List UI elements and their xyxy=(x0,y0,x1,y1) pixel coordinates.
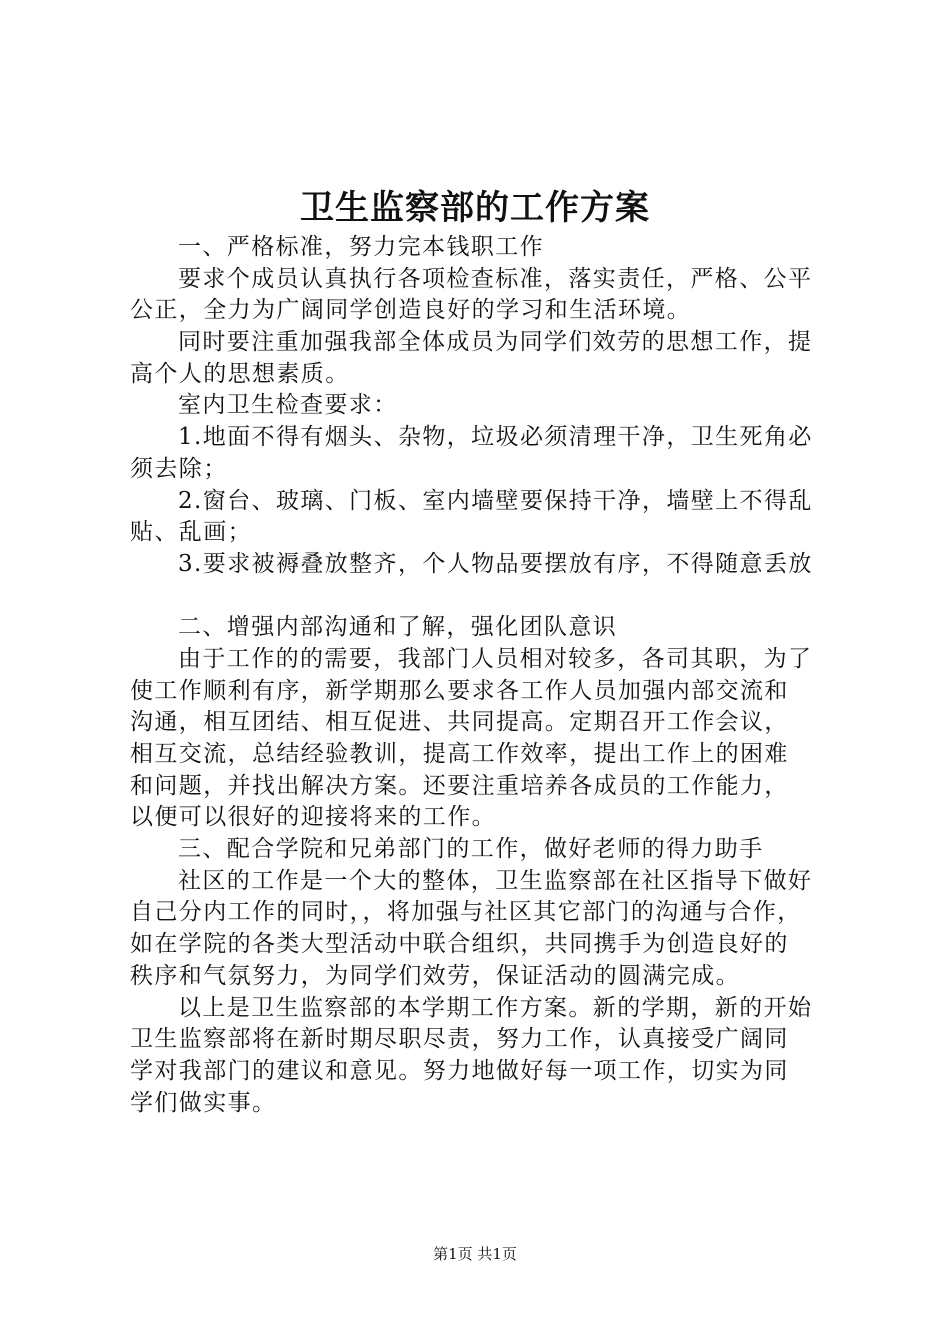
paragraph-line: 以便可以很好的迎接将来的工作。 xyxy=(130,804,496,831)
paragraph-line: 如在学院的各类大型活动中联合组织，共同携手为创造良好的 xyxy=(130,931,789,958)
document-body xyxy=(130,232,835,1119)
blank-line xyxy=(130,581,835,613)
paragraph-line: 使工作顺利有序，新学期那么要求各工作人员加强内部交流和 xyxy=(130,677,789,704)
section-heading-3: 三、配合学院和兄弟部门的工作，做好老师的得力助手 xyxy=(178,836,764,863)
paragraph-line: 卫生监察部将在新时期尽职尽责，努力工作，认真接受广阔同 xyxy=(130,1026,789,1053)
paragraph-line: 学们做实事。 xyxy=(130,1089,277,1116)
paragraph-line: 沟通，相互团结、相互促进、共同提高。定期召开工作会议， xyxy=(130,709,789,736)
paragraph-line: 由于工作的的需要，我部门人员相对较多，各司其职，为了 xyxy=(178,645,813,672)
paragraph-line: 学对我部门的建议和意见。努力地做好每一项工作，切实为同 xyxy=(130,1057,789,1084)
paragraph-line: 室内卫生检查要求： xyxy=(178,392,398,419)
paragraph-line: 自己分内工作的同时，，将加强与社区其它部门的沟通与合作， xyxy=(130,899,802,926)
list-item-line: 须去除； xyxy=(130,455,228,482)
paragraph-line: 相互交流，总结经验教训，提高工作效率，提出工作上的困难 xyxy=(130,741,789,767)
section-heading-2: 二、增强内部沟通和了解，强化团队意识 xyxy=(178,614,618,641)
list-item-line: 2.窗台、玻璃、门板、室内墙壁要保持干净，墙壁上不得乱 xyxy=(178,487,813,514)
paragraph-line: 和问题，并找出解决方案。还要注重培养各成员的工作能力， xyxy=(130,772,789,799)
paragraph-line: 高个人的思想素质。 xyxy=(130,360,350,387)
paragraph-line: 公正，全力为广阔同学创造良好的学习和生活环境。 xyxy=(130,297,692,324)
list-item-line: 贴、乱画； xyxy=(130,519,252,546)
document-title: 卫生监察部的工作方案 xyxy=(300,188,650,228)
paragraph-line: 秩序和气氛努力，为同学们效劳，保证活动的圆满完成。 xyxy=(130,962,740,989)
paragraph-line: 同时要注重加强我部全体成员为同学们效劳的思想工作，提 xyxy=(178,329,813,356)
paragraph-line: 以上是卫生监察部的本学期工作方案。新的学期，新的开始 xyxy=(178,994,813,1021)
list-item-line: 3.要求被褥叠放整齐，个人物品要摆放有序，不得随意丢放 xyxy=(178,550,813,577)
paragraph-line: 要求个成员认真执行各项检查标准，落实责任，严格、公平 xyxy=(178,265,813,292)
page-number-footer: 第1页 共1页 xyxy=(433,1245,517,1263)
section-heading-1: 一、严格标准，努力完本钱职工作 xyxy=(178,234,544,260)
list-item-line: 1.地面不得有烟头、杂物，垃圾必须清理干净，卫生死角必 xyxy=(178,424,813,451)
paragraph-line: 社区的工作是一个大的整体，卫生监察部在社区指导下做好 xyxy=(178,867,813,894)
